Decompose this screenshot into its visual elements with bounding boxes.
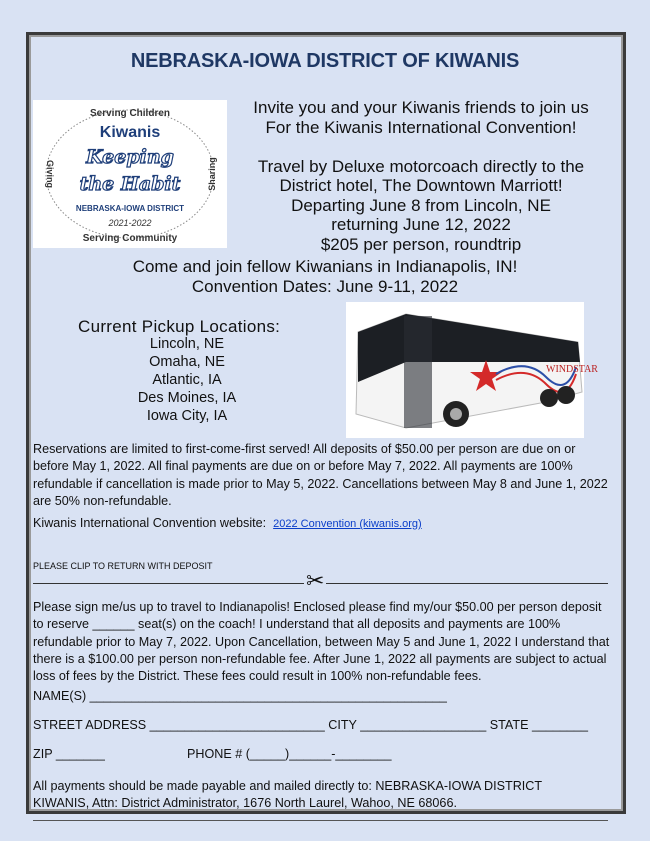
page-title: NEBRASKA-IOWA DISTRICT OF KIWANIS bbox=[130, 50, 520, 72]
payment-instructions: All payments should be made payable and mailed directly to: NEBRASKA-IOWA DISTRICT KIWANIS, Attn: District Administrator, 1676 North Laurel, Wahoo, NE 68066. bbox=[33, 779, 542, 811]
clip-label: PLEASE CLIP TO RETURN WITH DEPOSIT bbox=[33, 561, 213, 571]
convention-dates: Convention Dates: June 9-11, 2022 bbox=[191, 276, 459, 296]
pickup-title: Current Pickup Locations: bbox=[78, 317, 281, 336]
logo-script-2: the Habit bbox=[79, 173, 181, 195]
address-field[interactable]: STREET ADDRESS _________________________ CITY __________________ STATE ________ bbox=[33, 718, 589, 732]
logo-bottom-text: Serving Community bbox=[82, 233, 178, 244]
kiwanis-logo bbox=[33, 100, 227, 248]
pickup-city: Iowa City, IA bbox=[146, 408, 228, 424]
logo-years: 2021-2022 bbox=[108, 218, 152, 228]
bus-image bbox=[346, 302, 598, 438]
logo-top-text: Serving Children bbox=[89, 108, 171, 119]
pickup-city: Atlantic, IA bbox=[152, 372, 222, 388]
convention-info bbox=[40, 257, 610, 296]
logo-left-text: Giving bbox=[45, 159, 55, 189]
invitation-text bbox=[230, 98, 612, 254]
headline-line bbox=[230, 137, 612, 157]
pickup-city: Lincoln, NE bbox=[149, 336, 225, 352]
bus-brand: WINDSTAR bbox=[546, 364, 598, 375]
phone-field[interactable]: PHONE # (_____)______-________ bbox=[187, 747, 392, 761]
headline-line: Travel by Deluxe motorcoach directly to the bbox=[257, 156, 585, 176]
reservation-policy: Reservations are limited to first-come-first served! All deposits of $50.00 per person are due on or before May 1, 2022. All final payments are due on or before May 7, 2022. All payments are 100% refundable if cancellation is made prior to May 5, 2022. Cancellations between May 8 and June 1, 2022 are 50% non-refundable. bbox=[33, 442, 608, 508]
signup-text: Please sign me/us up to travel to Indianapolis! Enclosed please find my/our $50.00 per person deposit to reserve ______ seat(s) on the coach! I understand that all deposits and payments are 100% refundable prior to May 7, 2022. Upon Cancellation, between May 5 and June 1, 2022 I understand that there is a $100.00 per person non-refundable fee. After June 1, 2022 all payments are subject to actual loss of fees by the District. These fees could result in 100% non-refundable fees. bbox=[33, 600, 610, 684]
headline-line: returning June 12, 2022 bbox=[331, 215, 511, 234]
pickup-city: Des Moines, IA bbox=[137, 390, 237, 406]
come-line: Come and join fellow Kiwanians in Indianapolis, IN! bbox=[132, 257, 518, 276]
convention-link[interactable]: 2022 Convention (kiwanis.org) bbox=[273, 518, 422, 530]
headline-line: Invite you and your Kiwanis friends to join us bbox=[253, 98, 589, 117]
headline-line: Departing June 8 from Lincoln, NE bbox=[291, 195, 551, 215]
website-label: Kiwanis International Convention website: bbox=[33, 516, 267, 530]
logo-script-1: Keeping bbox=[86, 146, 174, 168]
logo-right-text: Sharing bbox=[207, 157, 217, 191]
pickup-list bbox=[120, 335, 254, 425]
logo-brand: Kiwanis bbox=[99, 124, 161, 141]
headline-line: District hotel, The Downtown Marriott! bbox=[279, 176, 563, 195]
website-line bbox=[33, 515, 613, 533]
scissors-icon: ✂ bbox=[306, 568, 325, 593]
logo-district: NEBRASKA-IOWA DISTRICT bbox=[75, 204, 185, 213]
zip-field[interactable]: ZIP _______ bbox=[33, 747, 105, 761]
headline-line: $205 per person, roundtrip bbox=[320, 234, 522, 254]
pickup-city: Omaha, NE bbox=[149, 354, 225, 370]
bottom-divider bbox=[33, 820, 608, 821]
names-field[interactable]: NAME(S) ___________________________________________________ bbox=[33, 689, 447, 703]
headline-line: For the Kiwanis International Convention! bbox=[265, 117, 577, 137]
